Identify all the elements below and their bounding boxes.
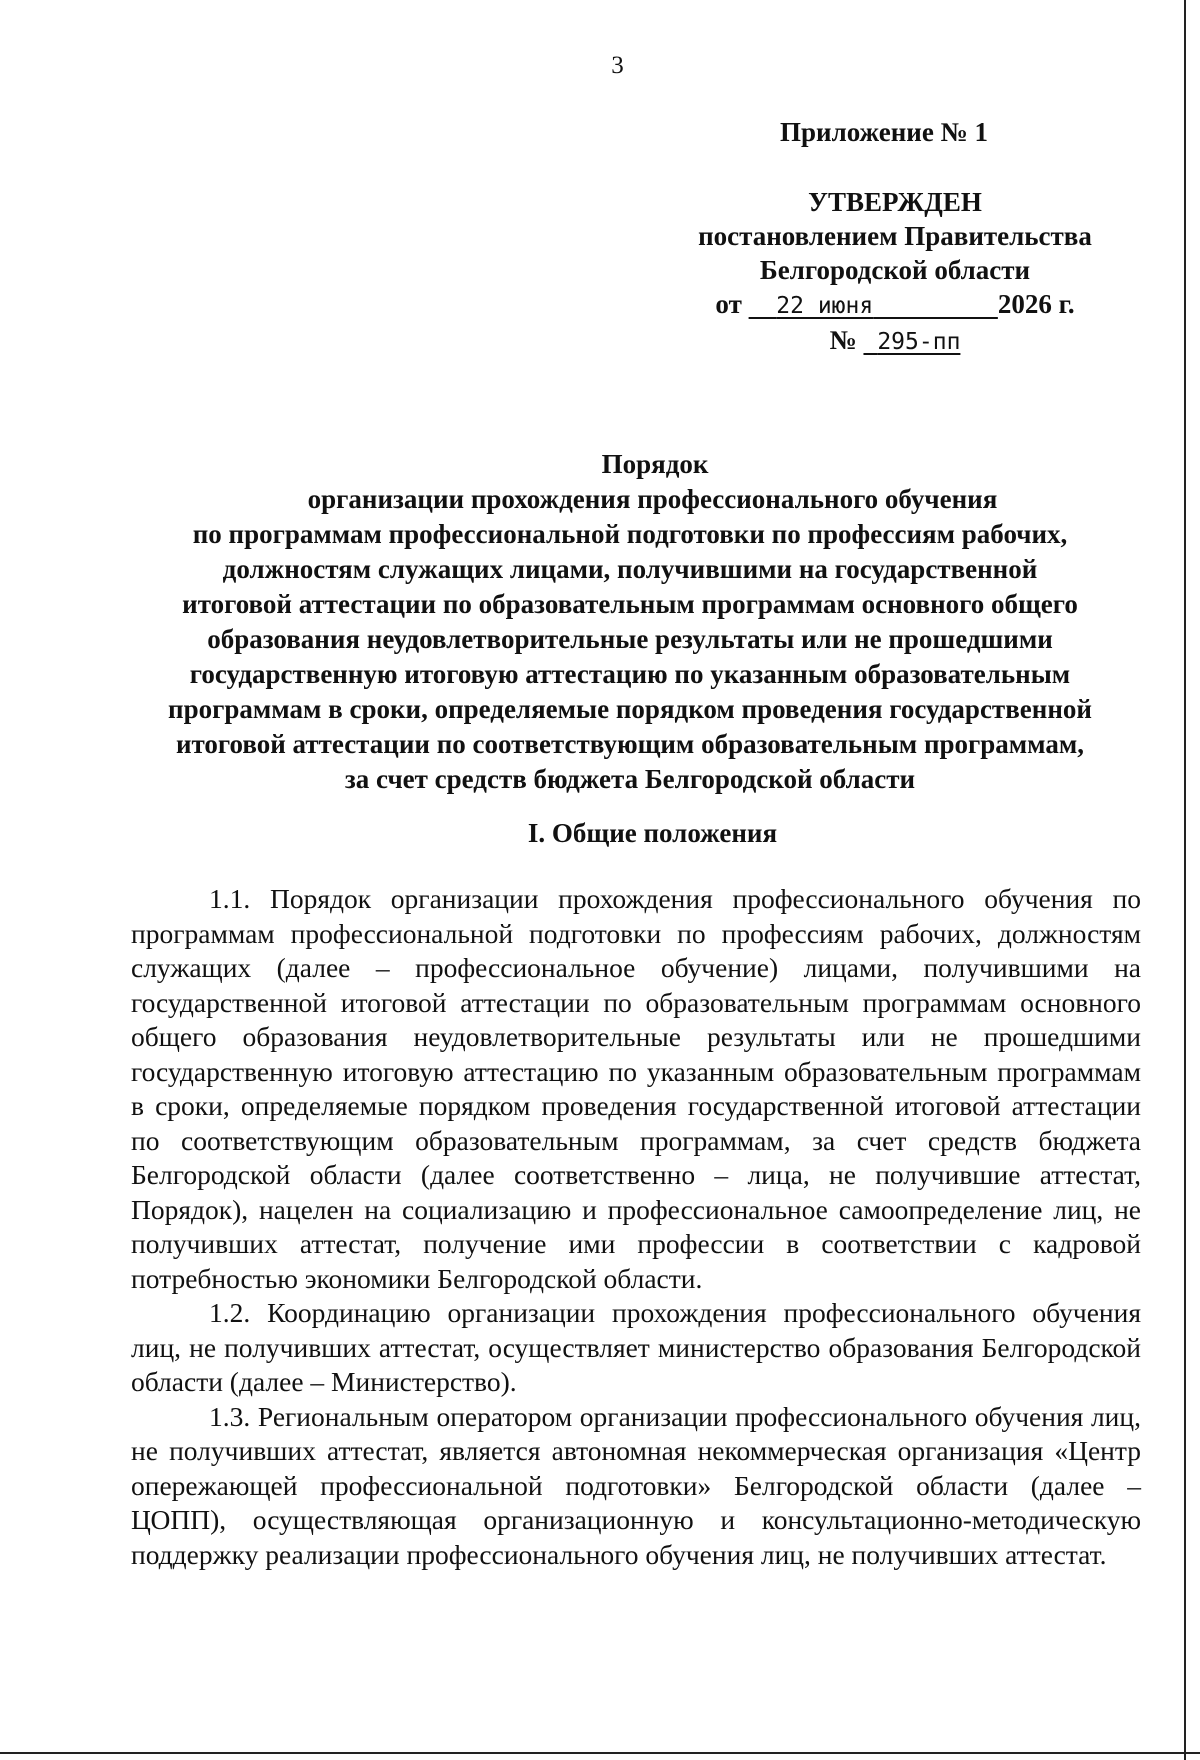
- approval-line-2: Белгородской области: [759, 255, 1031, 285]
- date-year: 2026 г.: [997, 289, 1075, 319]
- approval-number: [660, 323, 1130, 359]
- paragraph-1-3: 1.3. Региональным оператором организации профессионального обучения лиц, не получивших аттестат, является автономная некоммерческая организация «Центр опережающей профессиональной подготовки» Белгородской области (далее – ЦОПП), осуществляющая организационную и консультационно-методическую поддержку реализации профессионального обучения лиц, не получивших аттестат.: [131, 1400, 1141, 1570]
- title-line: за счет средств бюджета Белгородской области: [344, 764, 916, 794]
- title-line: итоговой аттестации по соответствующим образовательным программам,: [175, 729, 1085, 759]
- paragraph-1-2: 1.2. Координацию организации прохождения профессионального обучения лиц, не получивших аттестат, осуществляет министерство образования Белгородской области (далее – Министерство).: [131, 1297, 1141, 1397]
- title-line: должностям служащих лицами, получившими на государственной: [222, 554, 1038, 584]
- title-line: государственную итоговую аттестацию по указанным образовательным: [189, 659, 1071, 689]
- paragraph-1-1: 1.1. Порядок организации прохождения профессионального обучения по программам профессиональной подготовки по профессиям рабочих, должностям служащих (далее – профессиональное обучение) лицами, получившими на государственной итоговой аттестации по образовательным программам основного общего образования неудовлетворительные результаты или не прошедшими государственную итоговую аттестацию по указанным образовательным программам в сроки, определяемые порядком проведения государственной итоговой аттестации по соответствующим образовательным программам, за счет средств бюджета Белгородской области (далее соответственно – лица, не получившие аттестат, Порядок), нацелен на социализацию и профессиональное самоопределение лиц, не получивших аттестат, получение ими профессии в соответствии с кадровой потребностью экономики Белгородской области.: [131, 883, 1141, 1294]
- scan-edge-bottom: [0, 1752, 1200, 1754]
- section-heading: I. Общие положения: [527, 818, 778, 848]
- document-body: [131, 882, 1141, 1572]
- document-title: [120, 447, 1140, 797]
- scan-edge-right: [1184, 0, 1186, 1760]
- approval-status: УТВЕРЖДЕН: [808, 187, 982, 217]
- number-value: 295-пп: [877, 329, 961, 355]
- date-prefix: от: [715, 289, 742, 319]
- number-prefix: №: [829, 325, 857, 355]
- date-value: 22 июня: [776, 293, 874, 319]
- title-line: по программам профессиональной подготовки по профессиям рабочих,: [192, 519, 1068, 549]
- approval-line-1: постановлением Правительства: [698, 221, 1092, 251]
- title-line: итоговой аттестации по образовательным программам основного общего: [182, 589, 1078, 619]
- approval-date: [660, 287, 1130, 323]
- appendix-label: Приложение № 1: [780, 117, 988, 147]
- title-line: программам в сроки, определяемые порядком проведения государственной: [168, 694, 1092, 724]
- title-line: образования неудовлетворительные результаты или не прошедшими: [207, 624, 1053, 654]
- title-line: организации прохождения профессионального обучения: [307, 484, 998, 514]
- approval-block: [660, 185, 1130, 359]
- page-number: 3: [611, 52, 624, 79]
- title-heading: Порядок: [601, 449, 709, 479]
